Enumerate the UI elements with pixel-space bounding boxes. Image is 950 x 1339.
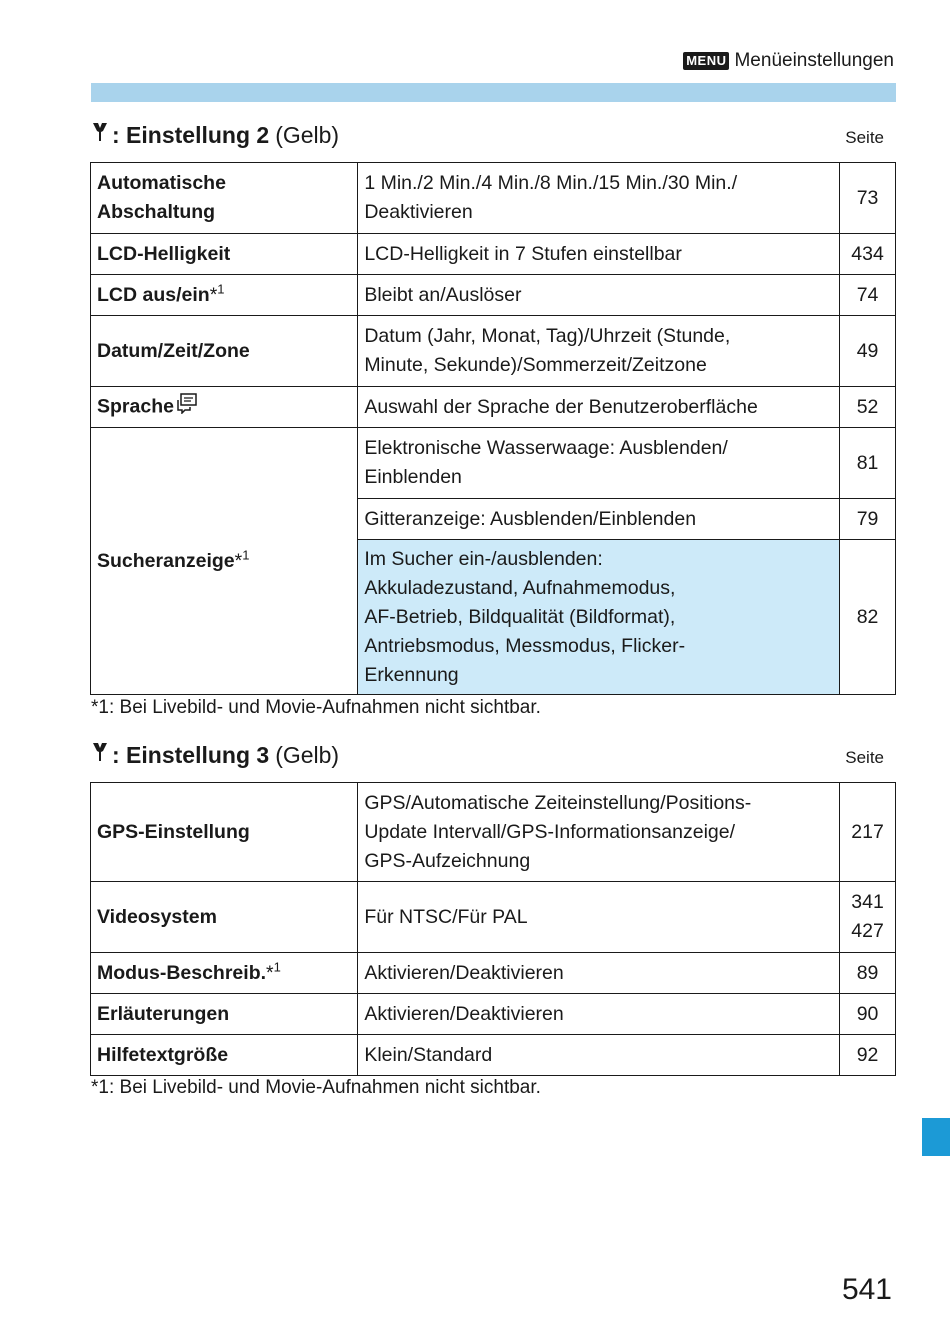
setting-description: 1 Min./2 Min./4 Min./8 Min./15 Min./30 Min./ Deaktivieren [358,163,840,234]
menu-badge: MENU [683,52,729,70]
setting-name: LCD-Helligkeit [91,234,358,275]
settings-table-2 [90,162,896,695]
page-ref: 434 [840,234,896,275]
footnote: *1: Bei Livebild- und Movie-Aufnahmen nicht sichtbar. [91,1077,541,1098]
page-ref: 74 [840,275,896,316]
setting-description: LCD-Helligkeit in 7 Stufen einstellbar [358,234,840,275]
table-row [91,275,896,316]
setting-name: Modus-Beschreib.*$^1$ [91,953,358,994]
setting-description: Klein/Standard [358,1035,840,1076]
page-ref: 90 [840,994,896,1035]
section-title-sub: (Gelb) [275,742,340,768]
setting-description: Gitteranzeige: Ausblenden/Einblenden [358,499,840,540]
table-row [91,316,896,387]
section-title-sub: (Gelb) [275,122,340,148]
section-title-bold: : Einstellung 3 [112,742,270,768]
settings-table-3 [90,782,896,1076]
setting-description: Aktivieren/Deaktivieren [358,953,840,994]
page-ref: 89 [840,953,896,994]
page-number: 541 [841,1273,892,1306]
page-ref: 49 [840,316,896,387]
setting-description-highlighted: Im Sucher ein-/ausblenden: Akkuladezustand, Aufnahmemodus, AF-Betrieb, Bildqualität (Bildformat), Antriebsmodus, Messmodus, Flicker- Erkennung [358,540,840,695]
page-column-label: Seite [845,128,884,147]
setting-name: Datum/Zeit/Zone [91,316,358,387]
setting-name: Erläuterungen [91,994,358,1035]
setting-name: Automatische Abschaltung [91,163,358,234]
setting-description: Für NTSC/Für PAL [358,882,840,953]
table-row [91,428,896,499]
setting-name: Videosystem [91,882,358,953]
page-ref: 73 [840,163,896,234]
header-color-bar [91,83,896,102]
table-row [91,882,896,953]
page-ref: 52 [840,387,896,428]
page-ref: 82 [840,540,896,695]
section-title-einstellung-3 [91,741,339,769]
setting-description: GPS/Automatische Zeiteinstellung/Positions- Update Intervall/GPS-Informationsanzeige/ GPS-Aufzeichnung [358,783,840,882]
table-row [91,953,896,994]
table-row [91,994,896,1035]
table-row [91,163,896,234]
setting-description: Bleibt an/Auslöser [358,275,840,316]
section-title-einstellung-2 [91,121,339,149]
table-row [91,1035,896,1076]
wrench-icon [91,741,109,769]
page-ref: 341 427 [840,882,896,953]
chapter-tab-marker [922,1118,950,1156]
setting-name: Sprache [91,387,358,428]
setting-name: Sucheranzeige*$^1$ [91,428,358,695]
setting-name: GPS-Einstellung [91,783,358,882]
footnote: *1: Bei Livebild- und Movie-Aufnahmen nicht sichtbar. [91,697,541,718]
page-ref: 92 [840,1035,896,1076]
setting-name: LCD aus/ein*$^1$ [91,275,358,316]
table-row [91,783,896,882]
wrench-icon [91,121,109,149]
setting-description: Datum (Jahr, Monat, Tag)/Uhrzeit (Stunde, Minute, Sekunde)/Sommerzeit/Zeitzone [358,316,840,387]
section-title-bold: : Einstellung 2 [112,122,270,148]
header-title: Menüeinstellungen [734,50,894,71]
page-ref: 217 [840,783,896,882]
table-row [91,234,896,275]
language-icon [176,392,198,423]
page-ref: 81 [840,428,896,499]
setting-description: Aktivieren/Deaktivieren [358,994,840,1035]
table-row [91,387,896,428]
setting-description: Auswahl der Sprache der Benutzeroberfläche [358,387,840,428]
setting-name: Hilfetextgröße [91,1035,358,1076]
page-ref: 79 [840,499,896,540]
page-header [683,50,894,72]
setting-description: Elektronische Wasserwaage: Ausblenden/ Einblenden [358,428,840,499]
page-column-label: Seite [845,748,884,767]
